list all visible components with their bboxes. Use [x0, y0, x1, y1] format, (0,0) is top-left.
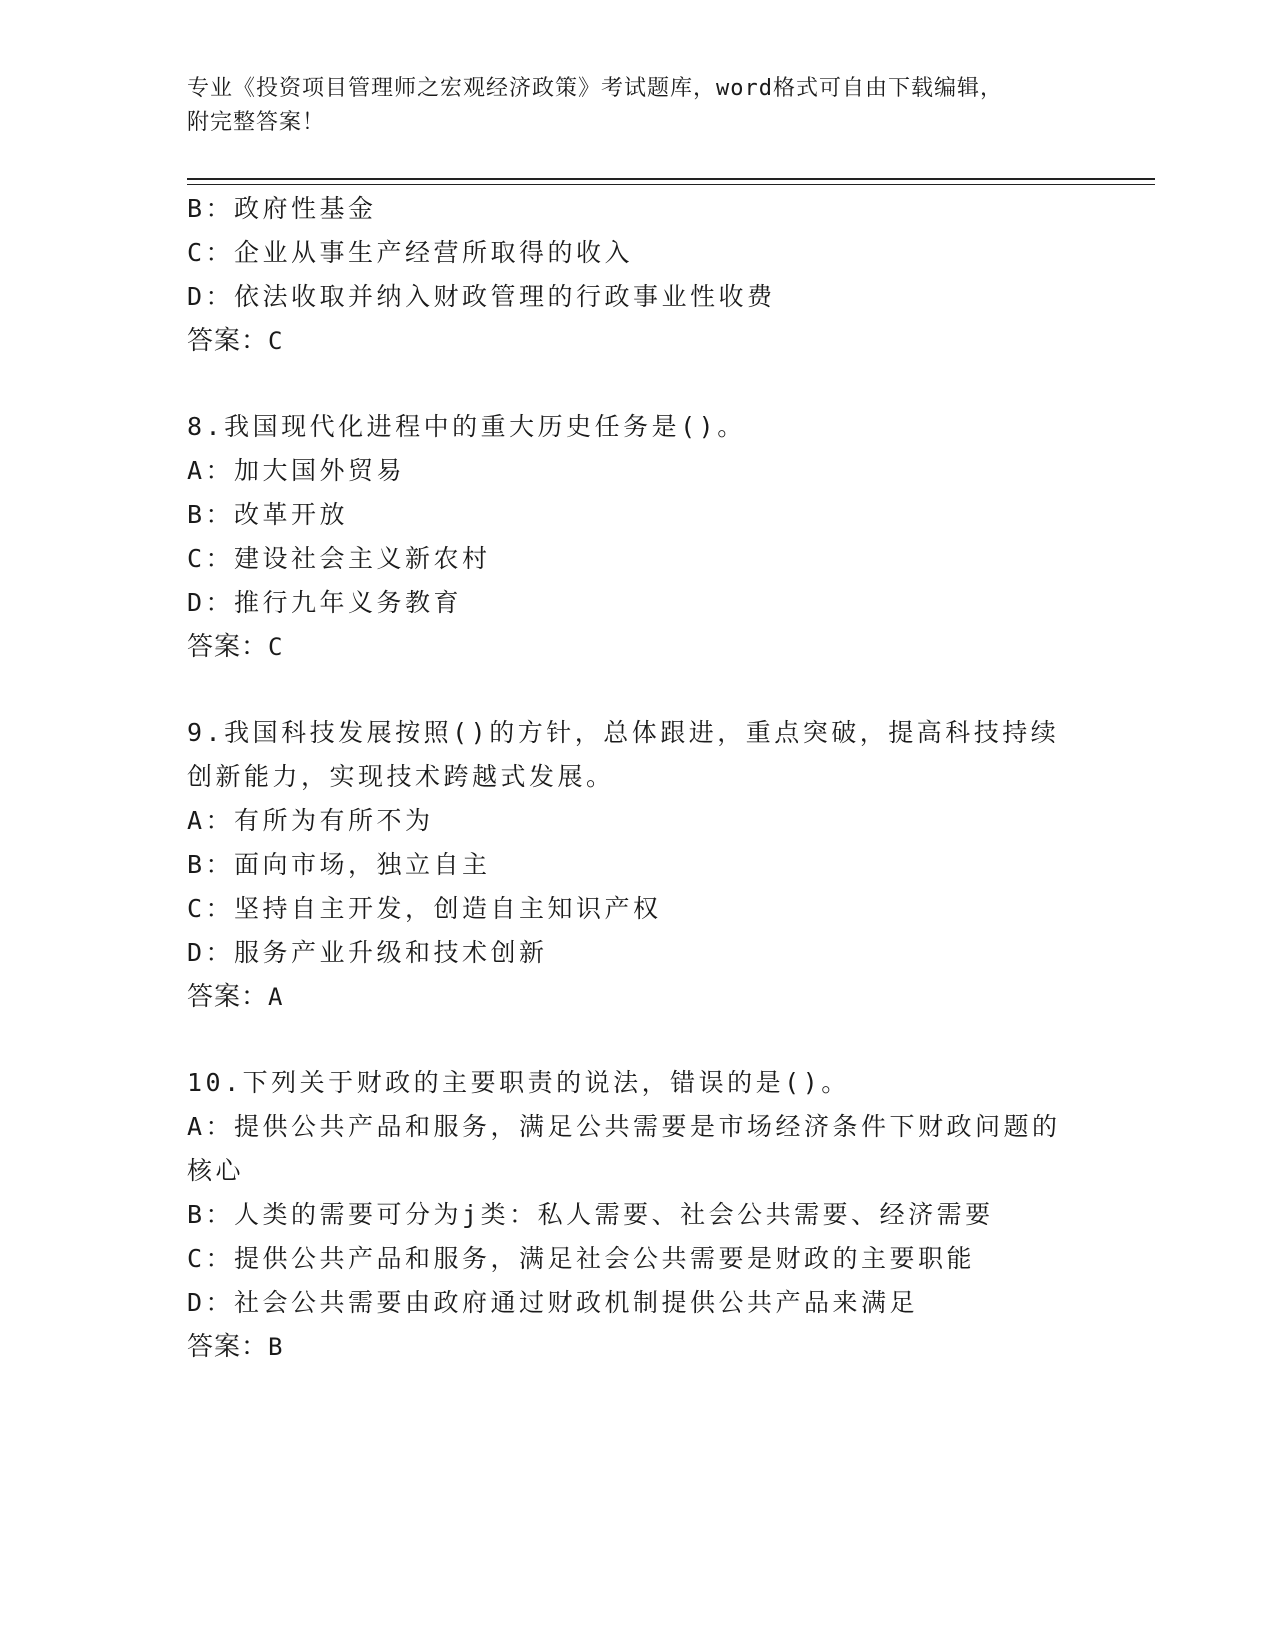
q10-answer	[187, 1330, 283, 1364]
answer-label: 答案：	[187, 1332, 269, 1362]
header-divider-thick	[187, 178, 1155, 180]
q7-option-b: B：政府性基金	[187, 194, 377, 223]
answer-label: 答案：	[187, 632, 269, 662]
q10-option-b: B：人类的需要可分为j类：私人需要、社会公共需要、经济需要	[187, 1200, 994, 1229]
q7-option-d: D：依法收取并纳入财政管理的行政事业性收费	[187, 282, 776, 311]
q9-option-a: A：有所为有所不为	[187, 806, 434, 835]
answer-value: C	[268, 633, 284, 661]
answer-label: 答案：	[187, 982, 269, 1012]
q10-question: 10.下列关于财政的主要职责的说法，错误的是()。	[187, 1068, 850, 1097]
q8-option-d: D：推行九年义务教育	[187, 588, 463, 617]
answer-value: A	[268, 983, 284, 1011]
q9-option-d: D：服务产业升级和技术创新	[187, 938, 548, 967]
header-line-1: 专业《投资项目管理师之宏观经济政策》考试题库，word格式可自由下载编辑，	[187, 76, 1003, 101]
answer-value: B	[268, 1333, 284, 1361]
q8-option-b: B：改革开放	[187, 500, 349, 529]
q8-option-c: C：建设社会主义新农村	[187, 544, 491, 573]
q10-option-a-line-1: A：提供公共产品和服务，满足公共需要是市场经济条件下财政问题的	[187, 1112, 1061, 1141]
document-header	[187, 72, 1087, 140]
q9-answer	[187, 980, 283, 1014]
answer-value: C	[268, 327, 284, 355]
q9-option-b: B：面向市场，独立自主	[187, 850, 491, 879]
q8-option-a: A：加大国外贸易	[187, 456, 406, 485]
header-line-2: 附完整答案！	[187, 110, 326, 135]
q10-option-c: C：提供公共产品和服务，满足社会公共需要是财政的主要职能	[187, 1244, 976, 1273]
q9-option-c: C：坚持自主开发，创造自主知识产权	[187, 894, 662, 923]
q10-option-d: D：社会公共需要由政府通过财政机制提供公共产品来满足	[187, 1288, 919, 1317]
q8-question: 8.我国现代化进程中的重大历史任务是()。	[187, 412, 746, 441]
q9-question-line-2: 创新能力，实现技术跨越式发展。	[187, 762, 615, 791]
answer-label: 答案：	[187, 326, 269, 356]
q8-answer	[187, 630, 283, 664]
q7-answer	[187, 324, 283, 358]
q7-option-c: C：企业从事生产经营所取得的收入	[187, 238, 634, 267]
q10-option-a-line-2: 核心	[187, 1156, 245, 1185]
header-divider-thin	[187, 184, 1155, 185]
q9-question-line-1: 9.我国科技发展按照()的方针，总体跟进，重点突破，提高科技持续	[187, 718, 1060, 747]
